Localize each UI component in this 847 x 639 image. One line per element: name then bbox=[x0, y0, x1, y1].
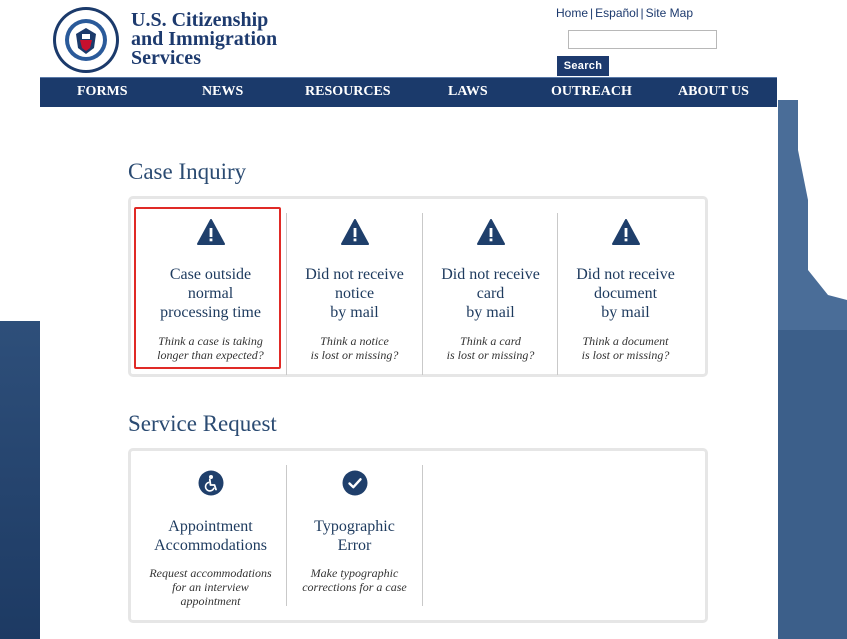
card-title-line: Did not receive bbox=[441, 266, 540, 283]
card-title-line: Typographic bbox=[314, 518, 395, 535]
card-typographic-error[interactable] bbox=[287, 451, 422, 616]
card-title bbox=[423, 265, 558, 322]
nav-forms[interactable]: FORMS bbox=[77, 84, 128, 99]
card-title-line: card bbox=[476, 285, 505, 302]
card-subtitle-line: for an interview bbox=[172, 580, 249, 594]
card-title bbox=[558, 265, 693, 322]
card-title-line: processing time bbox=[160, 304, 261, 321]
card-subtitle-line: appointment bbox=[180, 594, 241, 608]
card-title-line: Did not receive bbox=[305, 266, 404, 283]
nav-news[interactable]: NEWS bbox=[202, 84, 244, 99]
card-title bbox=[287, 265, 422, 322]
home-link[interactable]: Home bbox=[556, 6, 589, 20]
card-title-line: by mail bbox=[330, 304, 379, 321]
brand-line-2: and Immigration bbox=[131, 28, 278, 50]
card-title-line: Did not receive bbox=[576, 266, 675, 283]
search-button[interactable]: Search bbox=[557, 56, 609, 76]
warning-icon bbox=[558, 219, 693, 250]
card-title-line: by mail bbox=[601, 304, 650, 321]
brand-line-3: Services bbox=[131, 47, 201, 69]
card-notice-not-received[interactable] bbox=[287, 199, 422, 369]
card-subtitle bbox=[287, 334, 422, 362]
card-card-not-received[interactable] bbox=[423, 199, 558, 369]
dhs-seal-icon[interactable] bbox=[52, 6, 120, 74]
card-title-line: Accommodations bbox=[154, 537, 267, 554]
card-subtitle-line: is lost or missing? bbox=[310, 348, 399, 362]
util-separator: | bbox=[590, 6, 594, 20]
statue-of-liberty-silhouette bbox=[778, 0, 847, 639]
card-subtitle bbox=[423, 334, 558, 362]
card-title-line: Error bbox=[337, 537, 372, 554]
card-subtitle bbox=[287, 566, 422, 594]
accessibility-icon bbox=[143, 470, 278, 501]
search-input[interactable] bbox=[568, 30, 717, 49]
card-title bbox=[287, 517, 422, 555]
warning-icon bbox=[423, 219, 558, 250]
checkmark-icon bbox=[287, 470, 422, 501]
main-nav bbox=[40, 77, 777, 107]
card-title-line: normal bbox=[187, 285, 234, 302]
card-subtitle-line: Think a document bbox=[582, 334, 669, 348]
card-title bbox=[143, 517, 278, 555]
nav-laws[interactable]: LAWS bbox=[448, 84, 488, 99]
nav-about-us[interactable]: ABOUT US bbox=[678, 84, 749, 99]
card-title-line: document bbox=[593, 285, 658, 302]
service-request-heading: Service Request bbox=[128, 411, 277, 436]
card-subtitle-line: longer than expected? bbox=[157, 348, 264, 362]
card-subtitle-line: Think a notice bbox=[320, 334, 389, 348]
espanol-link[interactable]: Español bbox=[595, 6, 639, 20]
card-title-line: notice bbox=[334, 285, 375, 302]
service-request-panel bbox=[128, 448, 708, 623]
card-title-line: Appointment bbox=[168, 518, 253, 535]
warning-icon bbox=[287, 219, 422, 250]
nav-outreach[interactable]: OUTREACH bbox=[551, 84, 632, 99]
card-title-line: Case outside bbox=[169, 266, 252, 283]
util-separator: | bbox=[640, 6, 644, 20]
agency-brand[interactable] bbox=[131, 11, 277, 68]
left-side-panel bbox=[0, 321, 40, 639]
card-appointment-accommodations[interactable] bbox=[143, 451, 278, 616]
utility-links bbox=[556, 6, 693, 20]
site-map-link[interactable]: Site Map bbox=[645, 6, 693, 20]
card-subtitle-line: Think a card bbox=[460, 334, 521, 348]
card-subtitle-line: Request accommodations bbox=[149, 566, 272, 580]
card-subtitle-line: Make typographic bbox=[310, 566, 399, 580]
card-subtitle bbox=[558, 334, 693, 362]
card-subtitle-line: is lost or missing? bbox=[446, 348, 535, 362]
card-document-not-received[interactable] bbox=[558, 199, 693, 369]
case-inquiry-heading: Case Inquiry bbox=[128, 159, 247, 184]
brand-line-1: U.S. Citizenship bbox=[131, 9, 269, 31]
card-divider bbox=[422, 465, 423, 606]
selected-card-highlight bbox=[134, 207, 281, 369]
card-title-line: by mail bbox=[466, 304, 515, 321]
card-subtitle-line: corrections for a case bbox=[302, 580, 407, 594]
nav-resources[interactable]: RESOURCES bbox=[305, 84, 391, 99]
card-subtitle-line: Think a case is taking bbox=[158, 334, 263, 348]
card-subtitle-line: is lost or missing? bbox=[581, 348, 670, 362]
card-subtitle bbox=[143, 566, 278, 608]
